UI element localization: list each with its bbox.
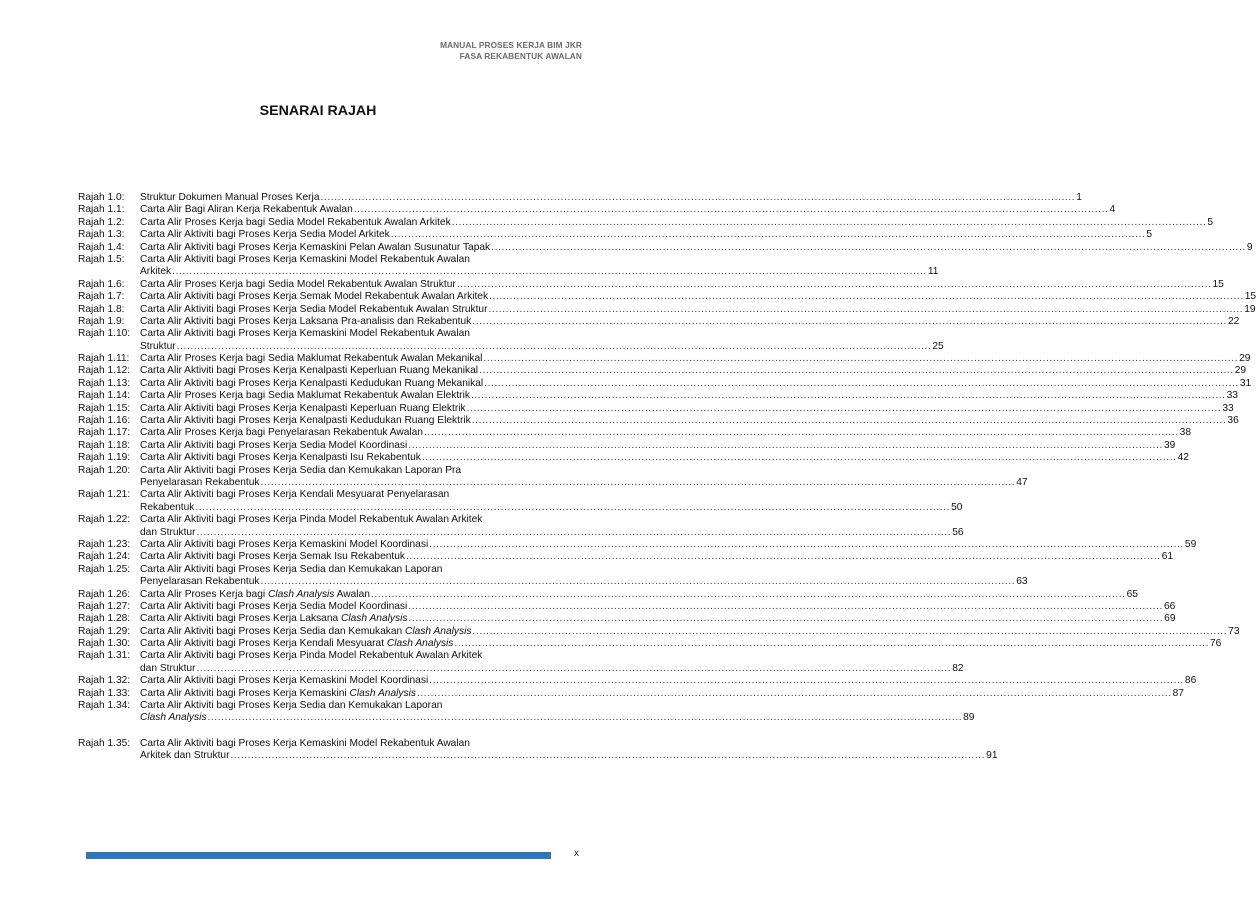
dot-leader: ............................................................................................................................................................................................................................	[488, 303, 1244, 315]
page-ref: 5	[1146, 229, 1153, 241]
list-item[interactable]	[78, 675, 1197, 687]
page-ref: 33	[1222, 402, 1234, 414]
list-item[interactable]	[78, 650, 964, 675]
figure-caption-line: Struktur Dokumen Manual Proses Kerja	[140, 192, 320, 203]
list-item[interactable]	[78, 563, 1028, 589]
page-ref: 11	[927, 266, 939, 278]
figure-number: Rajah 1.18:	[78, 439, 131, 451]
list-item[interactable]	[78, 415, 1239, 427]
list-item[interactable]	[78, 253, 939, 279]
list-item[interactable]	[78, 551, 1174, 563]
figure-number: Rajah 1.35:	[78, 737, 131, 749]
dot-leader: ............................................................................................................................................................................................................................	[408, 600, 1163, 612]
page-number: x	[574, 848, 579, 859]
figure-number: Rajah 1.3:	[78, 229, 125, 241]
page-ref: 31	[1239, 377, 1252, 389]
page-ref: 86	[1184, 675, 1197, 687]
list-item[interactable]	[78, 452, 1189, 464]
list-item[interactable]	[78, 538, 1197, 551]
page-ref: 66	[1163, 600, 1176, 612]
page-ref: 36	[1227, 415, 1239, 427]
page-ref: 15	[1212, 278, 1224, 290]
running-header	[440, 40, 582, 62]
list-item[interactable]	[78, 278, 1224, 291]
list-item[interactable]	[78, 315, 1240, 328]
page-ref: 25	[932, 340, 944, 352]
figure-caption-line: Carta Alir Aktiviti bagi Proses Kerja Laksana Clash Analysis	[140, 613, 408, 625]
figure-caption-line: Carta Alir Aktiviti bagi Proses Kerja Sedia Model Arkitek	[140, 229, 390, 241]
figure-number: Rajah 1.14:	[78, 390, 131, 402]
page-ref: 61	[1161, 551, 1174, 563]
page-ref: 1	[1076, 192, 1082, 203]
page-ref: 82	[952, 662, 964, 674]
figure-number: Rajah 1.2:	[78, 216, 125, 228]
figure-number: Rajah 1.15:	[78, 402, 131, 414]
list-item[interactable]	[78, 365, 1247, 377]
figure-number: Rajah 1.26:	[78, 588, 131, 600]
list-item[interactable]	[78, 600, 1176, 613]
figure-number: Rajah 1.19:	[78, 452, 131, 464]
figure-number: Rajah 1.30:	[78, 638, 131, 650]
figure-number: Rajah 1.34:	[78, 700, 131, 712]
header-phase-title: FASA REKABENTUK AWALAN	[459, 51, 582, 61]
figure-caption-line: Carta Alir Aktiviti bagi Proses Kerja Sedia Model Koordinasi	[140, 439, 408, 451]
figure-caption-line: Carta Alir Aktiviti bagi Proses Kerja Laksana Pra-analisis dan Rekabentuk	[140, 315, 472, 327]
list-item[interactable]	[78, 737, 998, 763]
list-item[interactable]	[78, 204, 1116, 216]
figure-caption-line: Carta Alir Aktiviti bagi Proses Kerja Sedia dan Kemukakan Clash Analysis	[140, 625, 472, 637]
figure-number: Rajah 1.0:	[78, 192, 125, 203]
figure-caption-line: Carta Alir Aktiviti bagi Proses Kerja Kemaskini Clash Analysis	[140, 687, 416, 699]
figure-number: Rajah 1.17:	[78, 427, 131, 439]
figure-caption-line: Carta Alir Aktiviti bagi Proses Kerja Kemaskini Model Rekabentuk Awalan	[140, 253, 470, 265]
dot-leader: ............................................................................................................................................................................................................................	[483, 353, 1239, 365]
figure-caption-line: Carta Alir Aktiviti bagi Proses Kerja Kemaskini Model Koordinasi	[140, 538, 429, 550]
dot-leader: ............................................................................................................................................................................................................................	[416, 687, 1172, 699]
dot-leader: ............................................................................................................................................................................................................................	[429, 538, 1184, 550]
figure-number: Rajah 1.4:	[78, 241, 125, 253]
list-item[interactable]	[78, 328, 944, 353]
dot-leader: ............................................................................................................................................................................................................................	[408, 439, 1163, 451]
list-item[interactable]	[78, 216, 1214, 229]
figure-number: Rajah 1.9:	[78, 315, 125, 327]
figure-number: Rajah 1.29:	[78, 625, 131, 637]
list-item[interactable]	[78, 377, 1252, 390]
dot-leader: ............................................................................................................................................................................................................................	[456, 278, 1212, 290]
figure-caption-line: Carta Alir Aktiviti bagi Proses Kerja Sedia dan Kemukakan Laporan Pra	[140, 464, 462, 476]
figure-number: Rajah 1.23:	[78, 538, 131, 550]
figure-caption-line: Carta Alir Aktiviti bagi Proses Kerja Sedia Model Rekabentuk Awalan Struktur	[140, 303, 488, 315]
figure-caption-line: Carta Alir Aktiviti bagi Proses Kerja Kenalpasti Keperluan Ruang Mekanikal	[140, 365, 479, 377]
page-ref: 5	[1207, 216, 1214, 228]
dot-leader: ............................................................................................................................................................................................................................	[260, 576, 1016, 588]
dot-leader: ............................................................................................................................................................................................................................	[470, 390, 1226, 402]
dot-leader: ............................................................................................................................................................................................................................	[370, 588, 1126, 600]
page-ref: 56	[952, 526, 964, 538]
figure-number: Rajah 1.10:	[78, 328, 131, 340]
figure-caption-line: Carta Alir Aktiviti bagi Proses Kerja Semak Isu Rekabentuk	[140, 551, 405, 563]
figure-number: Rajah 1.28:	[78, 613, 131, 625]
list-item[interactable]	[78, 638, 1222, 650]
list-item[interactable]	[78, 464, 1028, 490]
figure-caption-line: Carta Alir Aktiviti bagi Proses Kerja Kemaskini Model Koordinasi	[140, 675, 429, 687]
dot-leader: ............................................................................................................................................................................................................................	[472, 315, 1227, 327]
page-ref: 69	[1164, 613, 1176, 625]
figure-number: Rajah 1.12:	[78, 365, 131, 377]
dot-leader: ............................................................................................................................................................................................................................	[451, 216, 1207, 228]
figure-caption-line: Carta Alir Aktiviti bagi Proses Kerja Kemaskini Model Rekabentuk Awalan	[140, 328, 470, 340]
figure-caption-line: Carta Alir Aktiviti bagi Proses Kerja Pinda Model Rekabentuk Awalan Arkitek	[140, 514, 483, 526]
dot-leader: ............................................................................................................................................................................................................................	[491, 241, 1246, 253]
figure-caption-line: Carta Alir Aktiviti bagi Proses Kerja Kemaskini Pelan Awalan Susunatur Tapak	[140, 241, 491, 253]
dot-leader: ............................................................................................................................................................................................................................	[489, 291, 1244, 303]
list-item[interactable]	[78, 402, 1234, 415]
dot-leader: ............................................................................................................................................................................................................................	[390, 229, 1146, 241]
figure-caption-line: Carta Alir Proses Kerja bagi Clash Analysis Awalan	[140, 588, 370, 600]
dot-leader: ............................................................................................................................................................................................................................	[421, 452, 1177, 464]
figure-number: Rajah 1.16:	[78, 415, 131, 427]
list-item[interactable]	[78, 588, 1138, 601]
figure-number: Rajah 1.13:	[78, 377, 131, 389]
header-manual-title: MANUAL PROSES KERJA BIM JKR	[440, 40, 582, 50]
dot-leader: ............................................................................................................................................................................................................................	[454, 638, 1210, 650]
dot-leader: ............................................................................................................................................................................................................................	[408, 613, 1164, 625]
page-ref: 15	[1244, 291, 1256, 303]
list-item[interactable]	[78, 687, 1184, 700]
dot-leader: ............................................................................................................................................................................................................................	[406, 551, 1161, 563]
figure-number: Rajah 1.21:	[78, 489, 131, 501]
list-item[interactable]	[78, 439, 1176, 452]
list-item[interactable]	[78, 353, 1251, 365]
figure-number: Rajah 1.24:	[78, 551, 131, 563]
figure-caption-line: Carta Alir Proses Kerja bagi Sedia Model Rekabentuk Awalan Arkitek	[140, 216, 451, 228]
figure-caption-line: Carta Alir Proses Kerja bagi Penyelarasan Rekabentuk Awalan	[140, 427, 423, 439]
figure-number: Rajah 1.1:	[78, 204, 125, 216]
list-item[interactable]	[78, 192, 1082, 204]
figure-number: Rajah 1.27:	[78, 600, 131, 612]
figure-number: Rajah 1.7:	[78, 291, 125, 303]
figure-caption-line: Arkitek dan Struktur	[140, 750, 230, 762]
figure-caption-line: Carta Alir Proses Kerja bagi Sedia Model Rekabentuk Awalan Struktur	[140, 278, 456, 290]
figure-caption-line: Carta Alir Aktiviti bagi Proses Kerja Kendali Mesyuarat Clash Analysis	[140, 638, 454, 650]
dot-leader: ............................................................................................................................................................................................................................	[429, 675, 1184, 687]
list-of-figures	[78, 192, 1256, 763]
list-item[interactable]	[78, 625, 1240, 638]
figure-caption-line: Carta Alir Aktiviti bagi Proses Kerja Sedia Model Koordinasi	[140, 600, 408, 612]
page-ref: 33	[1226, 390, 1238, 402]
page-ref: 63	[1016, 576, 1028, 588]
page-ref: 87	[1172, 687, 1184, 699]
list-item[interactable]	[78, 427, 1192, 439]
page-ref: 76	[1210, 638, 1222, 650]
list-item[interactable]	[78, 514, 964, 539]
figure-caption-line: Carta Alir Aktiviti bagi Proses Kerja Kenalpasti Kedudukan Ruang Mekanikal	[140, 377, 484, 389]
list-item[interactable]	[78, 241, 1253, 254]
page-ref: 22	[1227, 315, 1240, 327]
page-ref: 38	[1179, 427, 1192, 439]
figure-caption-line: Struktur	[140, 340, 176, 352]
figure-caption-line: dan Struktur	[140, 526, 196, 538]
dot-leader: ............................................................................................................................................................................................................................	[260, 476, 1016, 488]
dot-leader: ............................................................................................................................................................................................................................	[207, 712, 963, 724]
dot-leader: ............................................................................................................................................................................................................................	[353, 204, 1109, 216]
figure-number: Rajah 1.22:	[78, 514, 131, 526]
figure-caption-line: Carta Alir Aktiviti bagi Proses Kerja Kenalpasti Keperluan Ruang Elektrik	[140, 402, 466, 414]
figure-caption-line: Carta Alir Aktiviti bagi Proses Kerja Kendali Mesyuarat Penyelarasan	[140, 489, 450, 501]
dot-leader: ............................................................................................................................................................................................................................	[320, 192, 1076, 203]
figure-caption-line: Carta Alir Proses Kerja bagi Sedia Maklumat Rekabentuk Awalan Mekanikal	[140, 353, 483, 365]
list-item[interactable]	[78, 390, 1238, 402]
dot-leader: ............................................................................................................................................................................................................................	[176, 340, 932, 352]
figure-caption-line: Carta Alir Aktiviti bagi Proses Kerja Sedia dan Kemukakan Laporan	[140, 563, 443, 575]
figure-caption-line: dan Struktur	[140, 662, 196, 674]
page-ref: 50	[951, 501, 963, 513]
page-ref: 9	[1246, 241, 1253, 253]
page-ref: 91	[986, 750, 998, 762]
figure-caption-line: Penyelarasan Rekabentuk	[140, 576, 260, 588]
page-ref: 4	[1109, 204, 1116, 216]
list-item[interactable]	[78, 291, 1256, 303]
dot-leader: ............................................................................................................................................................................................................................	[466, 402, 1222, 414]
dot-leader: ............................................................................................................................................................................................................................	[471, 415, 1227, 427]
page-ref: 73	[1228, 625, 1240, 637]
footer-bar	[86, 852, 551, 859]
list-item[interactable]	[78, 613, 1176, 625]
list-item[interactable]	[78, 303, 1256, 316]
dot-leader: ............................................................................................................................................................................................................................	[196, 662, 952, 674]
figure-caption-line: Carta Alir Aktiviti bagi Proses Kerja Kemaskini Model Rekabentuk Awalan	[140, 737, 470, 749]
figure-number: Rajah 1.25:	[78, 563, 131, 575]
dot-leader: ............................................................................................................................................................................................................................	[172, 266, 927, 278]
page-ref: 29	[1234, 365, 1247, 377]
figure-number: Rajah 1.33:	[78, 687, 131, 699]
figure-caption-line: Carta Alir Proses Kerja bagi Sedia Maklumat Rekabentuk Awalan Elektrik	[140, 390, 470, 402]
page-ref: 89	[963, 712, 975, 724]
dot-leader: ............................................................................................................................................................................................................................	[484, 377, 1239, 389]
dot-leader: ............................................................................................................................................................................................................................	[230, 750, 986, 762]
dot-leader: ............................................................................................................................................................................................................................	[196, 526, 952, 538]
page-ref: 39	[1163, 439, 1176, 451]
figure-caption-line: Rekabentuk	[140, 501, 195, 513]
figure-caption-line: Carta Alir Bagi Aliran Kerja Rekabentuk Awalan	[140, 204, 353, 216]
dot-leader: ............................................................................................................................................................................................................................	[195, 501, 951, 513]
figure-number: Rajah 1.8:	[78, 303, 125, 315]
page-ref: 29	[1239, 353, 1251, 365]
figure-caption-line: Carta Alir Aktiviti bagi Proses Kerja Kenalpasti Kedudukan Ruang Elektrik	[140, 415, 471, 427]
figure-number: Rajah 1.20:	[78, 464, 131, 476]
figure-caption-line: Carta Alir Aktiviti bagi Proses Kerja Pinda Model Rekabentuk Awalan Arkitek	[140, 650, 483, 662]
page-ref: 65	[1126, 588, 1138, 600]
dot-leader: ............................................................................................................................................................................................................................	[479, 365, 1234, 377]
figure-number: Rajah 1.11:	[78, 353, 130, 365]
dot-leader: ............................................................................................................................................................................................................................	[423, 427, 1179, 439]
page-ref: 42	[1177, 452, 1189, 464]
page-title: SENARAI RAJAH	[259, 103, 377, 119]
list-item[interactable]	[78, 489, 963, 514]
figure-number: Rajah 1.6:	[78, 278, 125, 290]
figure-number: Rajah 1.5:	[78, 253, 125, 265]
figure-number: Rajah 1.32:	[78, 675, 131, 687]
figure-caption-line: Carta Alir Aktiviti bagi Proses Kerja Semak Model Rekabentuk Awalan Arkitek	[140, 291, 489, 303]
list-item[interactable]	[78, 700, 975, 725]
figure-caption-line: Clash Analysis	[140, 712, 207, 724]
page-ref: 59	[1184, 538, 1197, 550]
figure-number: Rajah 1.31:	[78, 650, 131, 662]
page-ref: 47	[1016, 476, 1028, 488]
figure-caption-line: Carta Alir Aktiviti bagi Proses Kerja Sedia dan Kemukakan Laporan	[140, 700, 443, 712]
page-ref: 19	[1244, 303, 1256, 315]
figure-caption-line: Penyelarasan Rekabentuk	[140, 476, 260, 488]
figure-caption-line: Carta Alir Aktiviti bagi Proses Kerja Kenalpasti Isu Rekabentuk	[140, 452, 421, 464]
figure-caption-line: Arkitek	[140, 266, 172, 278]
dot-leader: ............................................................................................................................................................................................................................	[472, 625, 1228, 637]
list-item[interactable]	[78, 229, 1153, 241]
